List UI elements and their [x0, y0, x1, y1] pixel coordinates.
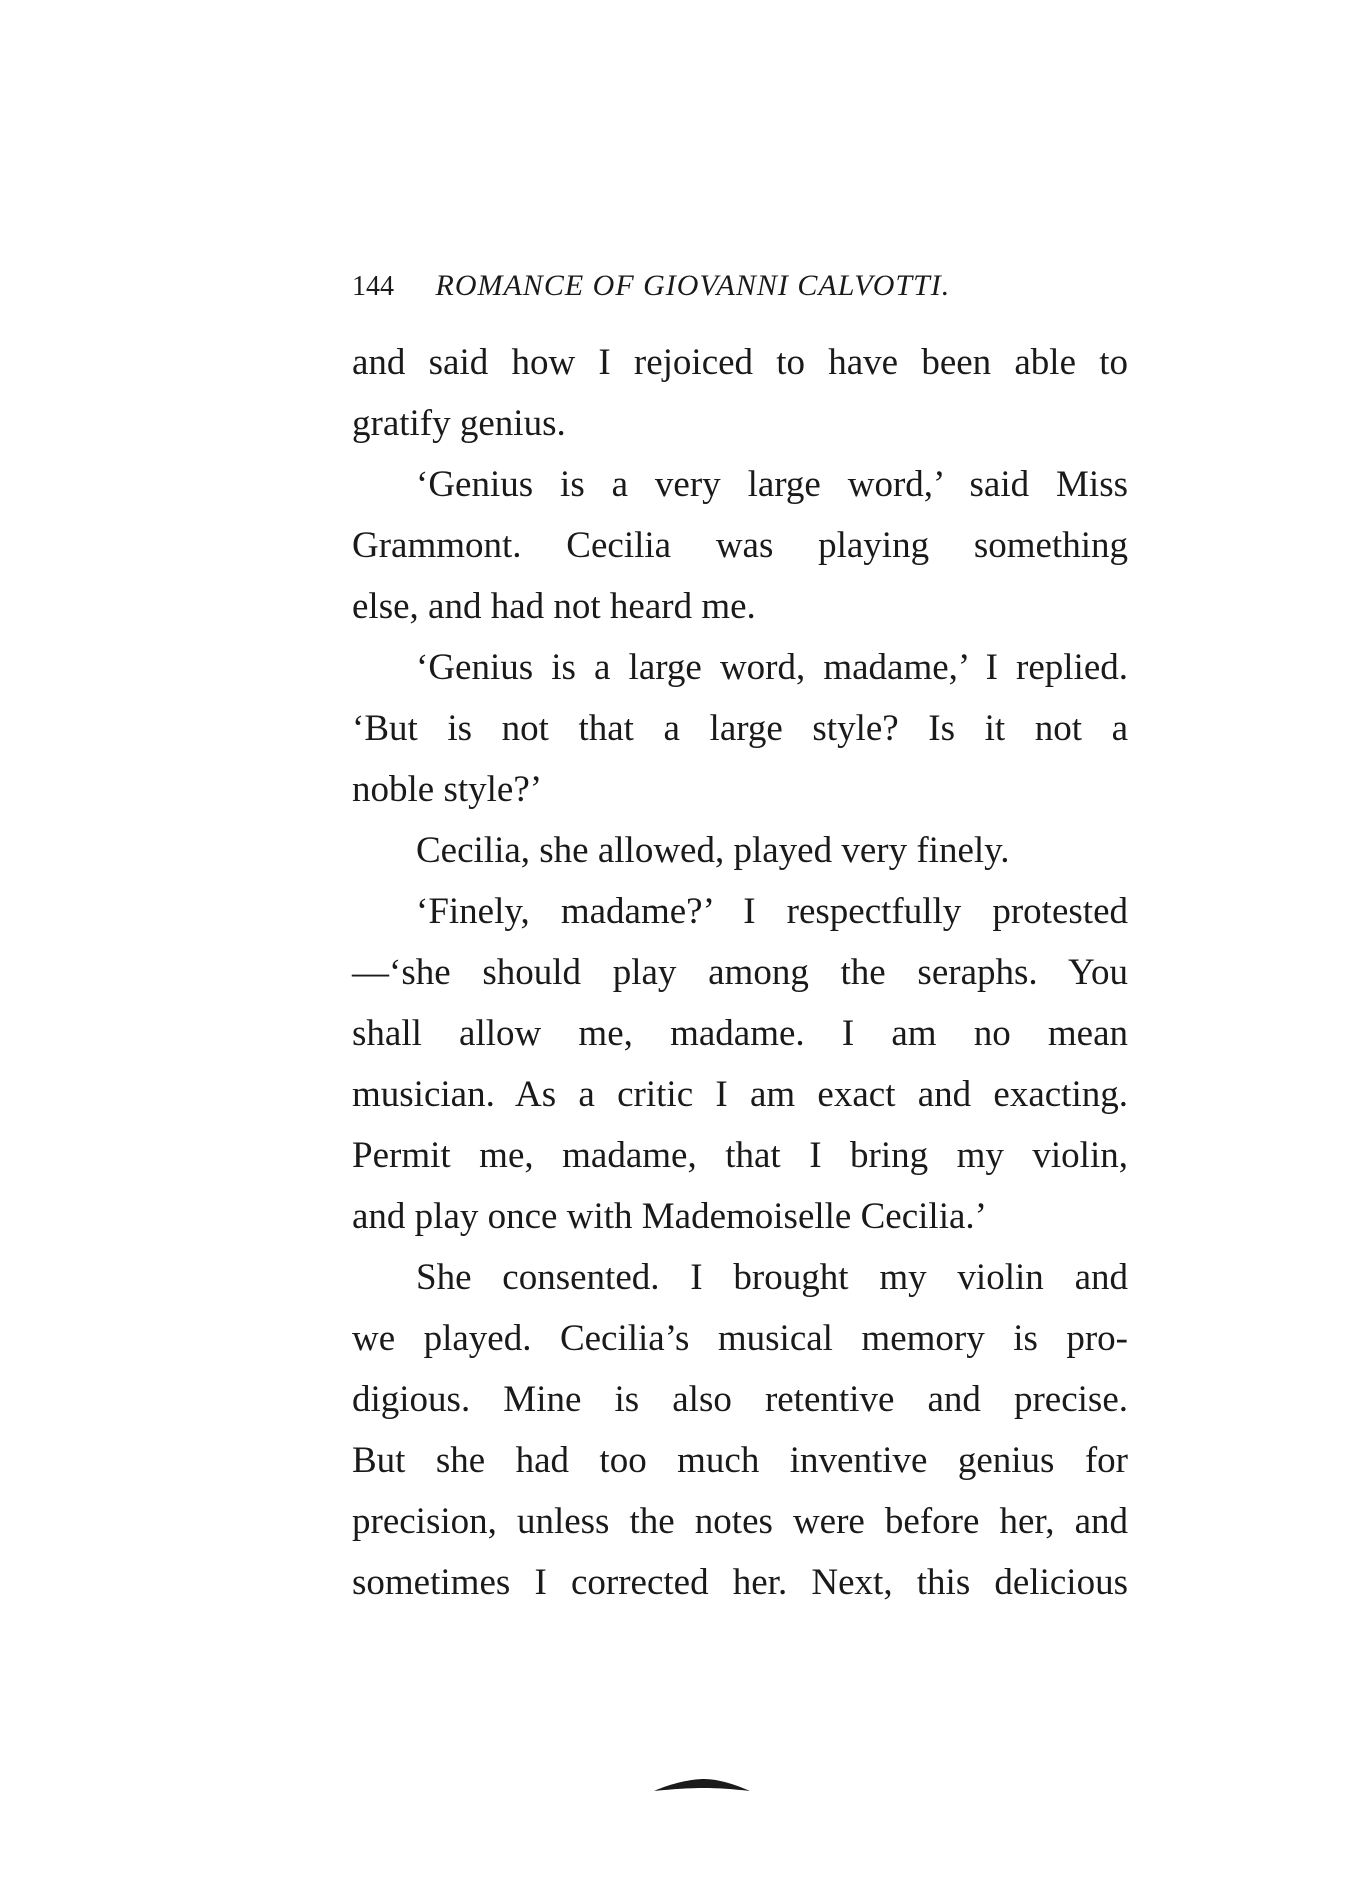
- tailpiece-ornament-icon: [652, 1775, 752, 1797]
- text-line: ‘Genius is a very large word,’ said Miss: [416, 464, 1128, 505]
- text-line: Permit me, madame, that I bring my violin,: [352, 1135, 1128, 1176]
- tailpiece-ornament-shape: [654, 1779, 750, 1791]
- running-title: ROMANCE OF GIOVANNI CALVOTTI.: [435, 269, 951, 302]
- text-line: Grammont. Cecilia was playing something: [352, 525, 1128, 566]
- text-line: and said how I rejoiced to have been able to: [352, 342, 1128, 383]
- text-line: shall allow me, madame. I am no mean: [352, 1013, 1128, 1054]
- text-line: and play once with Mademoiselle Cecilia.’: [352, 1196, 987, 1237]
- text-line: ‘But is not that a large style? Is it not a: [352, 708, 1128, 749]
- text-line: precision, unless the notes were before her, and: [352, 1501, 1128, 1542]
- text-line: else, and had not heard me.: [352, 586, 756, 627]
- text-line: ‘Genius is a large word, madame,’ I replied.: [416, 647, 1128, 688]
- text-line: digious. Mine is also retentive and precise.: [352, 1379, 1128, 1420]
- text-line: we played. Cecilia’s musical memory is pro-: [352, 1318, 1128, 1359]
- text-line: sometimes I corrected her. Next, this delicious: [352, 1562, 1128, 1603]
- text-line: But she had too much inventive genius for: [352, 1440, 1128, 1481]
- running-head: [352, 266, 1132, 306]
- text-line: ‘Finely, madame?’ I respectfully protested: [416, 891, 1128, 932]
- page-number: 144: [352, 271, 394, 302]
- text-line: noble style?’: [352, 769, 543, 810]
- text-line: —‘she should play among the seraphs. You: [352, 952, 1128, 993]
- text-line: Cecilia, she allowed, played very finely.: [416, 830, 1010, 871]
- body-text: [352, 332, 1128, 1613]
- text-line: She consented. I brought my violin and: [416, 1257, 1128, 1298]
- text-line: gratify genius.: [352, 403, 566, 444]
- text-line: musician. As a critic I am exact and exacting.: [352, 1074, 1128, 1115]
